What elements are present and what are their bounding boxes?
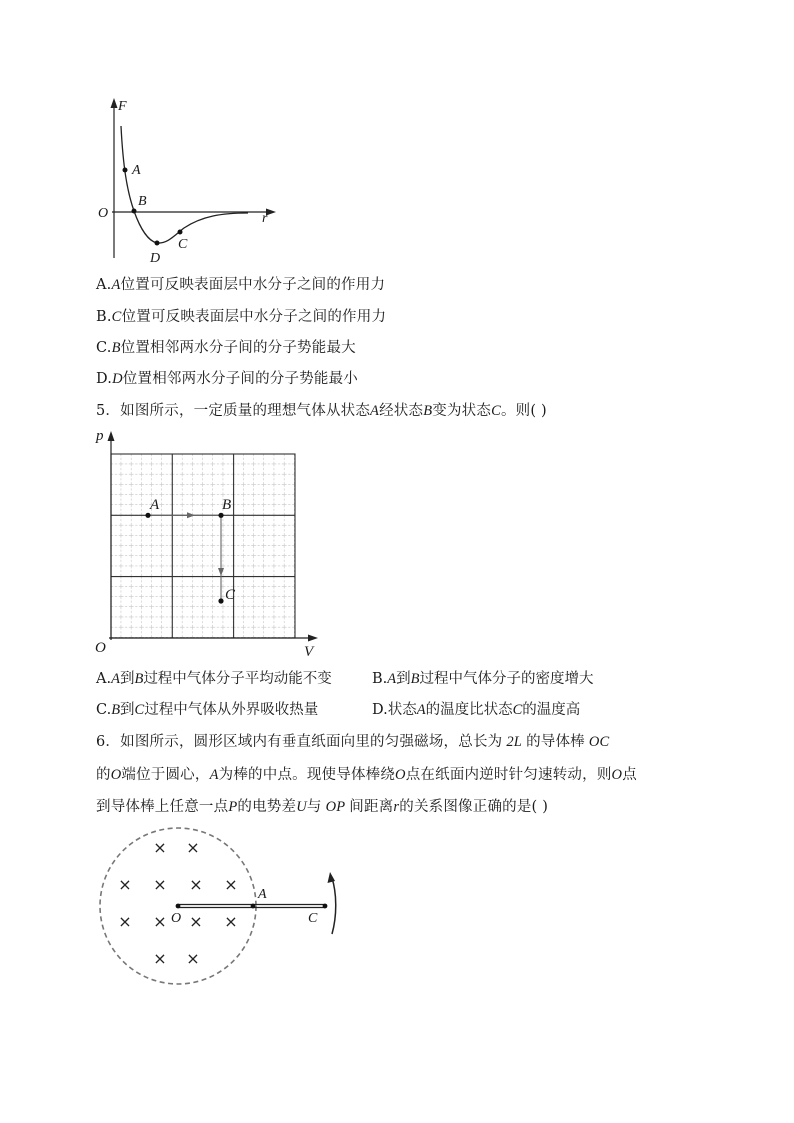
label-b: B <box>138 194 147 209</box>
origin-label: O <box>98 206 109 221</box>
cross-mark: × <box>186 949 200 968</box>
cross-mark: × <box>118 875 132 894</box>
point-c <box>323 904 328 909</box>
magnetic-field-figure <box>92 826 362 990</box>
point-a <box>251 904 256 909</box>
point-o <box>176 904 181 909</box>
label-a: A <box>132 163 141 178</box>
origin-label: O <box>95 640 106 656</box>
q6-stem-line1: 6．如图所示，圆形区域内有垂直纸面向里的匀强磁场，总长为 2L 的导体棒 OC <box>96 734 610 750</box>
cross-mark: × <box>224 875 238 894</box>
cross-mark: × <box>186 838 200 857</box>
cross-mark: × <box>189 912 203 931</box>
f-axis-arrow <box>111 98 118 108</box>
v-axis-label: V <box>304 644 314 658</box>
label-a: A <box>150 497 160 513</box>
field-crosses <box>118 838 237 968</box>
label-c: C <box>308 911 318 926</box>
rotation-arrow <box>332 878 336 934</box>
label-a: A <box>258 887 267 902</box>
p-axis-arrow <box>108 431 115 441</box>
state-b <box>218 513 223 518</box>
q5-option-b[interactable]: B.A到B过程中气体分子的密度增大 <box>372 671 594 687</box>
label-b: B <box>222 497 232 513</box>
point-d <box>155 241 160 246</box>
label-c: C <box>225 587 236 603</box>
r-axis-label: r <box>262 211 268 226</box>
label-d: D <box>150 251 161 266</box>
q6-stem-line2: 的O端位于圆心，A为棒的中点。现使导体棒绕O点在纸面内逆时针匀速转动，则O点 <box>96 767 637 783</box>
p-axis-label: p <box>96 428 104 444</box>
minor-grid <box>111 454 295 638</box>
point-a <box>123 168 128 173</box>
q4-option-b[interactable]: B.C位置可反映表面层中水分子之间的作用力 <box>96 309 387 325</box>
cross-mark: × <box>153 949 167 968</box>
cross-mark: × <box>153 838 167 857</box>
cross-mark: × <box>224 912 238 931</box>
cross-mark: × <box>189 875 203 894</box>
q6-stem-line3: 到导体棒上任意一点P的电势差U与 OP 间距离r的关系图像正确的是( ) <box>96 799 549 815</box>
cross-mark: × <box>118 912 132 931</box>
q5-option-c[interactable]: C.B到C过程中气体从外界吸收热量 <box>96 702 319 718</box>
q5-stem: 5．如图所示，一定质量的理想气体从状态A经状态B变为状态C。则( ) <box>96 403 547 419</box>
cross-mark: × <box>153 912 167 931</box>
rotation-arrow-head <box>328 872 336 883</box>
force-curve <box>121 126 248 243</box>
pv-graph <box>92 426 324 658</box>
cross-mark: × <box>153 875 167 894</box>
q5-option-a[interactable]: A.A到B过程中气体分子平均动能不变 <box>96 671 332 687</box>
q4-option-a[interactable]: A.A位置可反映表面层中水分子之间的作用力 <box>96 277 386 293</box>
state-a <box>145 513 150 518</box>
force-distance-graph <box>92 96 292 268</box>
v-axis-arrow <box>308 635 318 642</box>
state-c <box>218 598 223 603</box>
r-axis-arrow <box>266 209 276 216</box>
label-o: O <box>171 911 182 926</box>
label-c: C <box>178 237 188 252</box>
q4-option-d[interactable]: D.D位置相邻两水分子间的分子势能最小 <box>96 371 358 387</box>
f-axis-label: F <box>118 99 127 114</box>
point-b <box>132 209 137 214</box>
q4-option-c[interactable]: C.B位置相邻两水分子间的分子势能最大 <box>96 340 356 356</box>
q5-option-d[interactable]: D.状态A的温度比状态C的温度高 <box>372 702 581 718</box>
point-c <box>178 230 183 235</box>
